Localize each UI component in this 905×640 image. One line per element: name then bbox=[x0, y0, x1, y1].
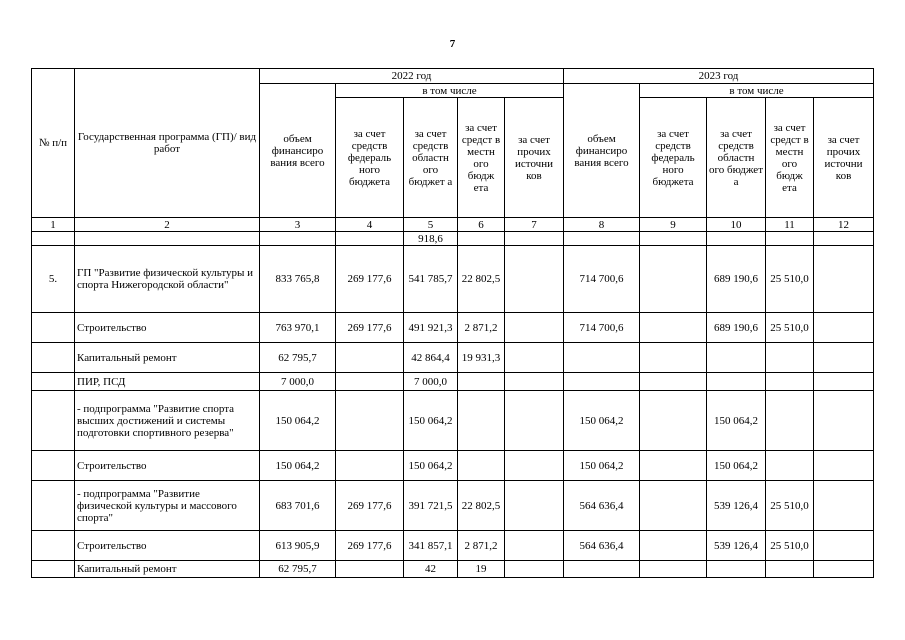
page-number: 7 bbox=[449, 38, 456, 50]
header-2022-total: объем финансиро вания всего bbox=[260, 84, 336, 218]
table-row bbox=[32, 481, 874, 531]
cell-value bbox=[640, 246, 707, 313]
header-2022-federal: за счет средств федераль ного бюджета bbox=[336, 98, 404, 218]
column-number: 1 bbox=[32, 218, 75, 232]
header-2023-regional: за счет средств областн ого бюджет а bbox=[707, 98, 766, 218]
row-name: Строительство bbox=[75, 313, 260, 343]
header-year-2023: 2023 год bbox=[564, 69, 874, 84]
cell-value: 613 905,9 bbox=[260, 531, 336, 561]
cell-value: 689 190,6 bbox=[707, 313, 766, 343]
cell-value: 689 190,6 bbox=[707, 246, 766, 313]
cell-value: 564 636,4 bbox=[564, 531, 640, 561]
row-name: Строительство bbox=[75, 531, 260, 561]
cell-value bbox=[505, 531, 564, 561]
cell-value: 269 177,6 bbox=[336, 313, 404, 343]
table-row bbox=[32, 531, 874, 561]
cell-value: 2 871,2 bbox=[458, 313, 505, 343]
cell-value bbox=[707, 232, 766, 246]
cell-value bbox=[814, 373, 874, 391]
cell-value bbox=[640, 313, 707, 343]
row-num bbox=[32, 373, 75, 391]
cell-value bbox=[640, 343, 707, 373]
cell-value bbox=[814, 451, 874, 481]
cell-value bbox=[640, 373, 707, 391]
cell-value bbox=[640, 561, 707, 578]
cell-value bbox=[707, 561, 766, 578]
cell-value bbox=[766, 391, 814, 451]
cell-value bbox=[505, 451, 564, 481]
cell-value: 564 636,4 bbox=[564, 481, 640, 531]
cell-value: 269 177,6 bbox=[336, 246, 404, 313]
row-name: - подпрограмма "Развитие физической культуры и массового спорта" bbox=[75, 481, 260, 531]
table-header bbox=[32, 69, 874, 232]
header-2023-federal: за счет средств федераль ного бюджета bbox=[640, 98, 707, 218]
cell-value: 714 700,6 bbox=[564, 313, 640, 343]
column-number: 10 bbox=[707, 218, 766, 232]
cell-value bbox=[336, 561, 404, 578]
cell-value: 22 802,5 bbox=[458, 481, 505, 531]
cell-value bbox=[814, 246, 874, 313]
row-name: ПИР, ПСД bbox=[75, 373, 260, 391]
row-name: Капитальный ремонт bbox=[75, 343, 260, 373]
cell-value bbox=[458, 232, 505, 246]
cell-value: 341 857,1 bbox=[404, 531, 458, 561]
cell-value: 491 921,3 bbox=[404, 313, 458, 343]
cell-value bbox=[814, 531, 874, 561]
row-name: ГП "Развитие физической культуры и спорта Нижегородской области" bbox=[75, 246, 260, 313]
column-number: 9 bbox=[640, 218, 707, 232]
header-2023-total: объем финансиро вания всего bbox=[564, 84, 640, 218]
cell-value bbox=[505, 391, 564, 451]
cell-value bbox=[564, 561, 640, 578]
column-number: 4 bbox=[336, 218, 404, 232]
column-number: 12 bbox=[814, 218, 874, 232]
column-number: 8 bbox=[564, 218, 640, 232]
cell-value: 541 785,7 bbox=[404, 246, 458, 313]
cell-value bbox=[458, 451, 505, 481]
cell-value: 42 bbox=[404, 561, 458, 578]
table-row bbox=[32, 313, 874, 343]
header-2023-incl: в том числе bbox=[640, 84, 874, 98]
cell-value bbox=[336, 451, 404, 481]
cell-value: 62 795,7 bbox=[260, 561, 336, 578]
cell-value: 150 064,2 bbox=[707, 451, 766, 481]
row-name bbox=[75, 232, 260, 246]
header-2023-other: за счет прочих источни ков bbox=[814, 98, 874, 218]
row-name: Капитальный ремонт bbox=[75, 561, 260, 578]
cell-value bbox=[505, 561, 564, 578]
column-number: 6 bbox=[458, 218, 505, 232]
column-number: 3 bbox=[260, 218, 336, 232]
table-row bbox=[32, 246, 874, 313]
row-name: - подпрограмма "Развитие спорта высших достижений и системы подготовки спортивного резерва" bbox=[75, 391, 260, 451]
cell-value: 7 000,0 bbox=[404, 373, 458, 391]
cell-value: 150 064,2 bbox=[564, 451, 640, 481]
column-number: 11 bbox=[766, 218, 814, 232]
cell-value bbox=[458, 391, 505, 451]
row-num: 5. bbox=[32, 246, 75, 313]
cell-value bbox=[814, 481, 874, 531]
cell-value bbox=[766, 232, 814, 246]
cell-value: 150 064,2 bbox=[404, 451, 458, 481]
cell-value: 539 126,4 bbox=[707, 481, 766, 531]
cell-value bbox=[814, 391, 874, 451]
cell-value: 391 721,5 bbox=[404, 481, 458, 531]
row-num bbox=[32, 451, 75, 481]
cell-value bbox=[707, 343, 766, 373]
row-num bbox=[32, 343, 75, 373]
cell-value: 269 177,6 bbox=[336, 531, 404, 561]
cell-value: 25 510,0 bbox=[766, 481, 814, 531]
header-2023-local: за счет средст в местн ого бюдж ета bbox=[766, 98, 814, 218]
cell-value: 833 765,8 bbox=[260, 246, 336, 313]
cell-value: 269 177,6 bbox=[336, 481, 404, 531]
table-row bbox=[32, 232, 874, 246]
column-number-row bbox=[32, 218, 874, 232]
cell-value bbox=[814, 232, 874, 246]
cell-value bbox=[505, 343, 564, 373]
cell-value: 25 510,0 bbox=[766, 531, 814, 561]
cell-value: 7 000,0 bbox=[260, 373, 336, 391]
cell-value bbox=[260, 232, 336, 246]
cell-value bbox=[505, 313, 564, 343]
cell-value: 19 931,3 bbox=[458, 343, 505, 373]
header-2022-incl: в том числе bbox=[336, 84, 564, 98]
financing-table bbox=[31, 68, 874, 578]
cell-value: 714 700,6 bbox=[564, 246, 640, 313]
cell-value: 19 bbox=[458, 561, 505, 578]
cell-value bbox=[336, 232, 404, 246]
table-body bbox=[32, 232, 874, 578]
cell-value: 25 510,0 bbox=[766, 313, 814, 343]
cell-value bbox=[766, 373, 814, 391]
header-num: № п/п bbox=[32, 69, 75, 218]
cell-value bbox=[458, 373, 505, 391]
cell-value: 62 795,7 bbox=[260, 343, 336, 373]
cell-value: 42 864,4 bbox=[404, 343, 458, 373]
table-row bbox=[32, 561, 874, 578]
cell-value: 683 701,6 bbox=[260, 481, 336, 531]
cell-value bbox=[505, 246, 564, 313]
cell-value: 539 126,4 bbox=[707, 531, 766, 561]
cell-value bbox=[640, 391, 707, 451]
cell-value bbox=[505, 232, 564, 246]
cell-value bbox=[336, 391, 404, 451]
row-num bbox=[32, 531, 75, 561]
cell-value bbox=[640, 531, 707, 561]
cell-value: 763 970,1 bbox=[260, 313, 336, 343]
cell-value bbox=[505, 481, 564, 531]
table-row bbox=[32, 451, 874, 481]
row-num bbox=[32, 232, 75, 246]
cell-value bbox=[640, 232, 707, 246]
cell-value bbox=[814, 561, 874, 578]
cell-value: 2 871,2 bbox=[458, 531, 505, 561]
table-row bbox=[32, 373, 874, 391]
row-name: Строительство bbox=[75, 451, 260, 481]
cell-value: 918,6 bbox=[404, 232, 458, 246]
header-2022-regional: за счет средств областн ого бюджет а bbox=[404, 98, 458, 218]
column-number: 5 bbox=[404, 218, 458, 232]
cell-value: 150 064,2 bbox=[564, 391, 640, 451]
cell-value bbox=[336, 373, 404, 391]
cell-value: 150 064,2 bbox=[707, 391, 766, 451]
table-row bbox=[32, 343, 874, 373]
cell-value bbox=[564, 232, 640, 246]
header-program: Государственная программа (ГП)/ вид работ bbox=[75, 69, 260, 218]
header-2022-other: за счет прочих источни ков bbox=[505, 98, 564, 218]
cell-value bbox=[564, 373, 640, 391]
cell-value bbox=[766, 451, 814, 481]
table-row bbox=[32, 391, 874, 451]
cell-value: 150 064,2 bbox=[260, 391, 336, 451]
header-year-2022: 2022 год bbox=[260, 69, 564, 84]
cell-value bbox=[814, 343, 874, 373]
cell-value bbox=[766, 343, 814, 373]
column-number: 2 bbox=[75, 218, 260, 232]
row-num bbox=[32, 391, 75, 451]
row-num bbox=[32, 313, 75, 343]
row-num bbox=[32, 561, 75, 578]
cell-value bbox=[640, 451, 707, 481]
cell-value bbox=[505, 373, 564, 391]
cell-value bbox=[336, 343, 404, 373]
cell-value bbox=[564, 343, 640, 373]
cell-value: 150 064,2 bbox=[260, 451, 336, 481]
header-2022-local: за счет средст в местн ого бюдж ета bbox=[458, 98, 505, 218]
cell-value bbox=[640, 481, 707, 531]
cell-value bbox=[814, 313, 874, 343]
cell-value: 22 802,5 bbox=[458, 246, 505, 313]
cell-value bbox=[707, 373, 766, 391]
cell-value bbox=[766, 561, 814, 578]
cell-value: 25 510,0 bbox=[766, 246, 814, 313]
column-number: 7 bbox=[505, 218, 564, 232]
row-num bbox=[32, 481, 75, 531]
cell-value: 150 064,2 bbox=[404, 391, 458, 451]
